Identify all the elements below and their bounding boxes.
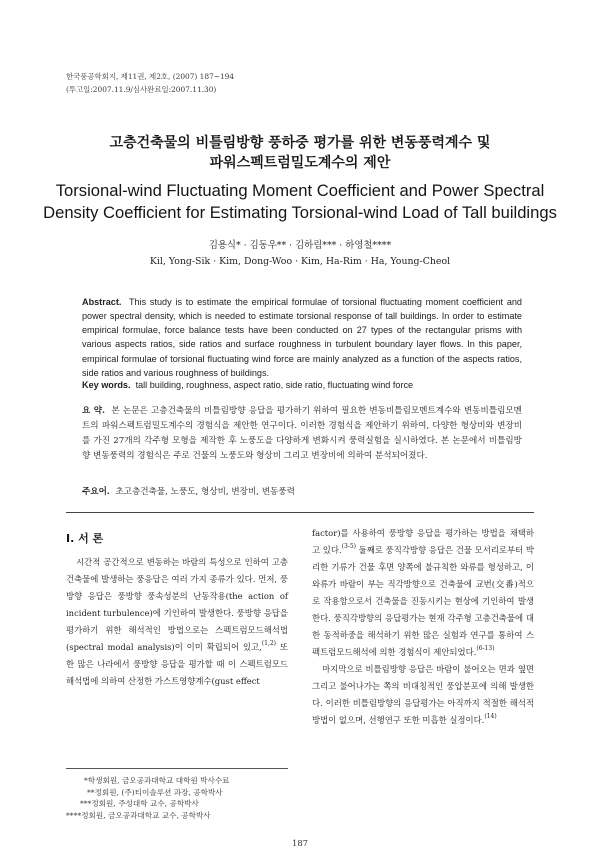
keywords-text: tall building, roughness, aspect ratio, side ratio, fluctuating wind force <box>135 380 414 390</box>
body-paragraph: 시간적 공간적으로 변동하는 바람의 특성으로 인하여 고층건축물에 발생하는 풍응답은 여러 가지 종류가 있다. 먼저, 풍방향 응답은 풍방향 풍속성분의 난동작용(the action of incident turbulence)에 기인하여 발생한다. 풍방향 응답을 평가하기 위한 해석적인 방법으로는 스펙트럼모드해석법(spectral modal analysis)이 이미 확립되어 있고,$^{(1,2)}$ 또한 많은 나라에서 풍방향 응답을 평가할 때 이 스펙트럼모드해석법에 의하여 산정한 가스트영향계수(gust effect <box>66 557 288 686</box>
abstract-text: This study is to estimate the empirical formulae of torsional fluctuating moment coefficient and power spectral density, which is needed to estimate torsional response of tall buildings. In order to estimate empirical formulae, force balance tests have been conducted on 27 types of the rectangular prisms with various aspects ratios, side ratios and surface roughness in turbulent boundary layer flows. In this paper, empirical formulae of torsional fluctuating wind force are mainly analyzed as a function of the aspects ratios, side ratios and various roughness of buildings. <box>82 297 522 378</box>
citation-ref: (1,2) <box>261 640 277 647</box>
abstract-label: Abstract. <box>82 297 122 307</box>
body-column-left <box>66 554 288 690</box>
korean-abstract-label: 요 약. <box>82 406 106 416</box>
citation-ref: (14) <box>484 713 497 720</box>
korean-keywords-line <box>82 485 522 497</box>
citation-ref: (6-13) <box>476 645 495 652</box>
korean-title-line-2: 파워스펙트럼밀도계수의 제안 <box>209 155 391 171</box>
korean-abstract-block <box>82 404 522 464</box>
keywords-label: Key words. <box>82 380 131 390</box>
section-divider <box>66 512 534 513</box>
submission-dates: (투고일:2007.11.9/심사완료일:2007.11.30) <box>66 85 217 94</box>
journal-citation: 한국풍공학회지, 제11권, 제2호, (2007) 187~194 <box>66 72 235 81</box>
english-title-line-1: Torsional-wind Fluctuating Moment Coefficient and Power Spectral <box>55 181 545 200</box>
page-number: 187 <box>292 838 308 848</box>
section-heading-introduction: I. 서 론 <box>66 532 104 545</box>
footnote-item: **정회원, (주)티이솔루션 과장, 공학박사 <box>87 787 223 797</box>
footnote-item: *학생회원, 금오공과대학교 대학원 박사수료 <box>84 776 230 785</box>
korean-title-line-1: 고층건축물의 비틀림방향 풍하중 평가를 위한 변동풍력계수 및 <box>109 135 491 151</box>
body-paragraph: factor)를 사용하여 풍방향 응답을 평가하는 방법을 채택하고 있다.$^{(3-5)}$ 둘째로 풍직각방향 응답은 건물 모서리로부터 박리한 기류가 건물 후면 양쪽에 불규칙한 와류를 형성하고, 이 와류가 바람이 부는 직각방향으로 건축물에 교번(交番)적으로 작용함으로서 건축물을 진동시키는 현상에 기인하여 발생한다. 풍직각방향의 응답평가는 현재 각주형 고층건축물에 대한 동적하중을 해석하기 위한 많은 실험과 연구를 통하여 스펙트럼모드해석에 의한 경험식이 제안되었다.$^{(6-13)}$ <box>312 528 534 657</box>
footnotes <box>66 775 296 821</box>
footnote-item: ***정회원, 주성대학 교수, 공학박사 <box>80 799 199 809</box>
korean-keywords-label: 주요어. <box>82 487 110 497</box>
english-title-line-2: Density Coefficient for Estimating Torsional-wind Load of Tall buildings <box>43 203 557 222</box>
authors-korean: 김용식* · 김동우** · 김하림*** · 하영철**** <box>208 240 392 251</box>
abstract-block <box>82 295 522 380</box>
korean-abstract-text: 본 논문은 고층건축물의 비틀림방향 응답을 평가하기 위하여 필요한 변동비틀림모멘트계수와 변동비틀림모멘트의 파워스펙트럼밀도계수의 경험식을 제안한 연구이다. 이러한 경험식을 제안하기 위하여, 다양한 형상비와 변장비를 가진 27개의 각주형 모형을 제작한 후 노풍도을 다양하게 변화시켜 풍력실험을 실시하였다. 본 논문에서 비틀림방향 변동풍력의 경험식은 주로 건물의 노풍도와 형상비 그리고 변장비에 의하여 분석되어졌다. <box>82 406 522 461</box>
keywords-line <box>82 380 522 390</box>
authors-english: Kil, Yong-Sik · Kim, Dong-Woo · Kim, Ha-Rim · Ha, Young-Cheol <box>149 256 451 267</box>
footnote-item: ****정회원, 금오공과대학교 교수, 공학박사 <box>66 810 211 820</box>
korean-keywords-text: 초고층건축물, 노풍도, 형상비, 변장비, 변동풍력 <box>115 487 295 497</box>
footnote-rule <box>66 768 288 769</box>
body-column-right <box>312 525 534 729</box>
citation-ref: (3-5) <box>341 543 356 550</box>
body-paragraph: 마지막으로 비틀림방향 응답은 바람이 불어오는 면과 옆면 그리고 불어나가는 쪽의 비대칭적인 풍압분포에 의해 발생한다. 이러한 비틀림방향의 응답평가는 아직까지 적절한 해석적 방법이 없으며, 선행연구 또한 미흡한 실정이다.$^{(14)}$ <box>312 664 534 725</box>
